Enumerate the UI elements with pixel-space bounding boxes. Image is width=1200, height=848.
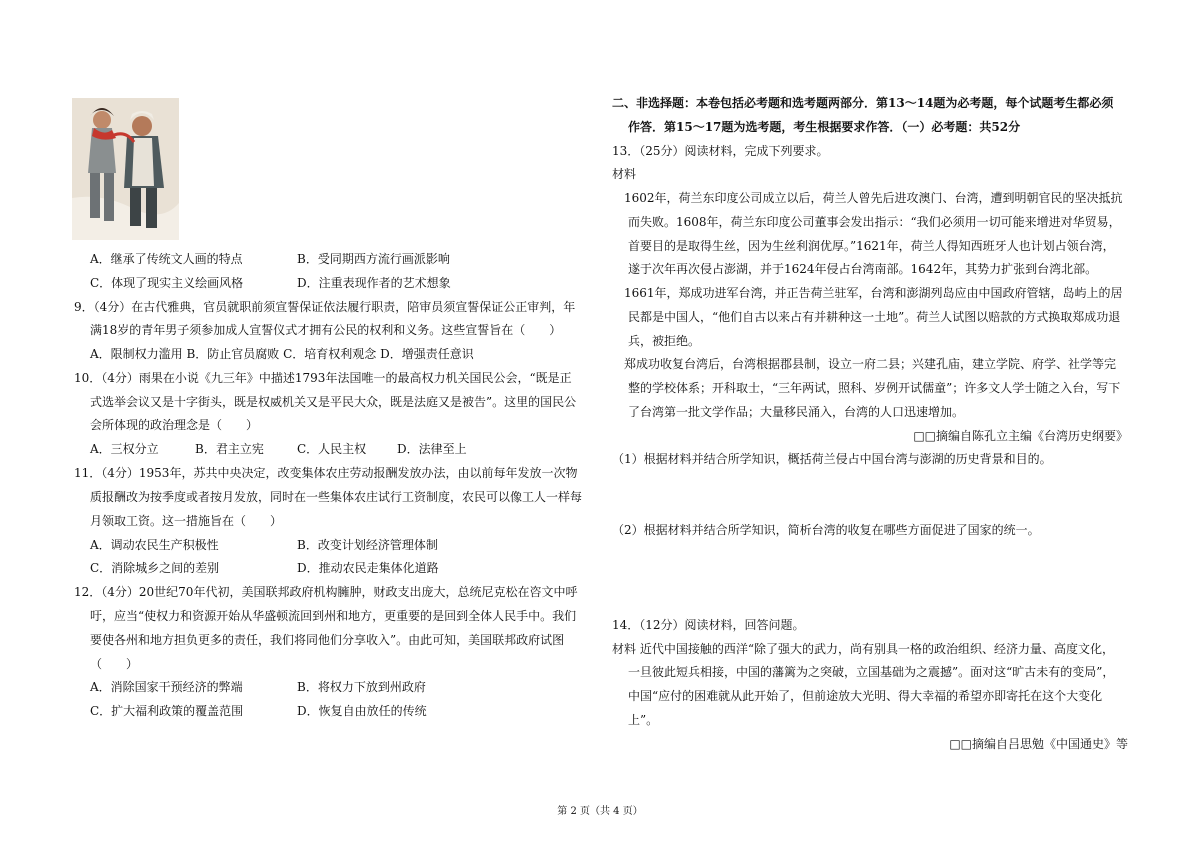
q8-option-d: D．注重表现作者的艺术想象 xyxy=(297,276,451,290)
painting-figures xyxy=(72,98,179,240)
q12-option-c: C．扩大福利政策的覆盖范围 xyxy=(90,704,244,718)
q10-option-d: D．法律至上 xyxy=(397,442,467,456)
q13-para1: 遂于次年再次侵占澎湖，并于1624年侵占台湾南部。1642年，其势力扩张到台湾北部。 xyxy=(628,262,1098,276)
painting-figure-left-leg2 xyxy=(104,173,114,221)
q13-para3: 整的学校体系；开科取士，“三年两试，照科、岁例开试儒童”；许多文人学士随之入台，写下 xyxy=(628,381,1121,395)
q11-line: 质报酬改为按季度或者按月发放，同时在一些集体农庄试行工资制度，农民可以像工人一样每 xyxy=(90,490,583,504)
q10-option-b: B．君主立宪 xyxy=(195,442,264,456)
q14-material: 中国“应付的困难就从此开始了，但前途放大光明、得大幸福的希望亦即寄托在这个大变化 xyxy=(628,689,1103,703)
q13-para2: 民都是中国人，“他们自古以来占有并耕种这一土地”。荷兰人试图以赔款的方式换取郑成功退 xyxy=(628,310,1121,324)
section-heading: 二、非选择题：本卷包括必考题和选考题两部分．第13～14题为必考题，每个试题考生都必须 xyxy=(612,96,1114,110)
q11-option-d: D．推动农民走集体化道路 xyxy=(297,561,439,575)
q13-subquestion-2: （2）根据材料并结合所学知识，简析台湾的收复在哪些方面促进了国家的统一。 xyxy=(612,523,1040,537)
q12-line: 要使各州和地方担负更多的责任，我们将同他们分享收入”。由此可知，美国联邦政府试图 xyxy=(90,633,565,647)
q9-line: 9．（4分）在古代雅典，官员就职前须宣誓保证依法履行职责，陪审员须宣誓保证公正审判，年 xyxy=(74,300,576,314)
q12-line: 吁，应当“使权力和资源开始从华盛顿流回到州和地方，更重要的是回到全体人民手中。我们 xyxy=(90,609,577,623)
q13-para3: 郑成功收复台湾后，台湾根据郡县制，设立一府二县；兴建孔庙，建立学院、府学、社学等完 xyxy=(624,357,1117,371)
q12-option-b: B．将权力下放到州政府 xyxy=(297,680,426,694)
q12-option-d: D．恢复自由放任的传统 xyxy=(297,704,427,718)
painting-figure-right-apron xyxy=(132,138,154,186)
q12-line: 12．（4分）20世纪70年代初，美国联邦政府机构臃肿，财政支出庞大，总统尼克松在咨文中呼 xyxy=(74,585,578,599)
q13-title: 13．（25分）阅读材料，完成下列要求。 xyxy=(612,144,829,158)
q11-line: 11．（4分）1953年，苏共中央决定，改变集体农庄劳动报酬发放办法，由以前每年发放一次物 xyxy=(74,466,578,480)
q13-para1: 1602年，荷兰东印度公司成立以后，荷兰人曾先后进攻澳门、台湾，遭到明朝官民的坚决抵抗 xyxy=(624,191,1123,205)
painting-figure-right-leg2 xyxy=(146,188,157,228)
painting-figure-right-head xyxy=(132,116,152,136)
painting-figure-left-head xyxy=(93,111,111,129)
q13-para1: 而失败。1608年，荷兰东印度公司董事会发出指示：“我们必须用一切可能来增进对华贸易， xyxy=(628,215,1121,229)
q13-para2: 1661年，郑成功进军台湾，并正告荷兰驻军，台湾和澎湖列岛应由中国政府管辖，岛屿上的居 xyxy=(624,286,1123,300)
q8-option-a: A．继承了传统文人画的特点 xyxy=(90,252,243,266)
q13-para3: 了台湾第一批文学作品；大量移民涌入，台湾的人口迅速增加。 xyxy=(628,405,965,419)
q9-options: A．限制权力滥用 B．防止官员腐败 C．培育权利观念 D．增强责任意识 xyxy=(90,347,474,361)
q10-line: 式选举会议又是十字街头，既是权威机关又是平民大众，既是法庭又是被告”。这里的国民公 xyxy=(90,395,577,409)
q13-source: □□摘编自陈孔立主编《台湾历史纲要》 xyxy=(913,429,1128,443)
q10-option-a: A．三权分立 xyxy=(90,442,159,456)
section-heading: 作答．第15～17题为选考题，考生根据要求作答．（一）必考题：共52分 xyxy=(628,120,1021,134)
page-footer: 第 2 页（共 4 页） xyxy=(557,806,643,817)
q14-source: □□摘编自吕思勉《中国通史》等 xyxy=(949,737,1128,751)
q14-material: 材料 近代中国接触的西洋“除了强大的武力，尚有别具一格的政治组织、经济力量、高度文化， xyxy=(612,642,1114,656)
painting-figure-left-leg xyxy=(90,173,100,218)
q11-line: 月领取工资。这一措施旨在（ ） xyxy=(90,514,283,528)
q10-option-c: C．人民主权 xyxy=(297,442,367,456)
painting-figure-right-leg xyxy=(130,188,141,226)
q10-line: 10．（4分）雨果在小说《九三年》中描述1793年法国唯一的最高权力机关国民公会，“既是正 xyxy=(74,371,572,385)
q10-line: 会所体现的政治理念是（ ） xyxy=(90,418,259,432)
question-8-painting xyxy=(72,98,179,240)
q13-para2: 兵，被拒绝。 xyxy=(628,334,701,348)
q9-line: 满18岁的青年男子须参加成人宣誓仪式才拥有公民的权利和义务。这些宣誓旨在（ ） xyxy=(90,323,562,337)
q14-title: 14．（12分）阅读材料，回答问题。 xyxy=(612,618,805,632)
q14-material: 一旦彼此短兵相接，中国的藩篱为之突破，立国基础为之震撼”。面对这“旷古未有的变局”， xyxy=(628,665,1115,679)
q13-para1: 首要目的是取得生丝，因为生丝利润优厚。”1621年，荷兰人得知西班牙人也计划占领台湾， xyxy=(628,239,1115,253)
q11-option-b: B．改变计划经济管理体制 xyxy=(297,538,438,552)
q8-option-b: B．受同期西方流行画派影响 xyxy=(297,252,450,266)
q11-option-c: C．消除城乡之间的差别 xyxy=(90,561,220,575)
q14-material: 上”。 xyxy=(628,713,659,727)
q12-line: （ ） xyxy=(90,657,139,671)
q11-option-a: A．调动农民生产积极性 xyxy=(90,538,219,552)
q12-option-a: A．消除国家干预经济的弊端 xyxy=(90,680,243,694)
q8-option-c: C．体现了现实主义绘画风格 xyxy=(90,276,244,290)
q13-subquestion-1: （1）根据材料并结合所学知识，概括荷兰侵占中国台湾与澎湖的历史背景和目的。 xyxy=(612,452,1052,466)
q13-material-label: 材料 xyxy=(612,167,637,181)
